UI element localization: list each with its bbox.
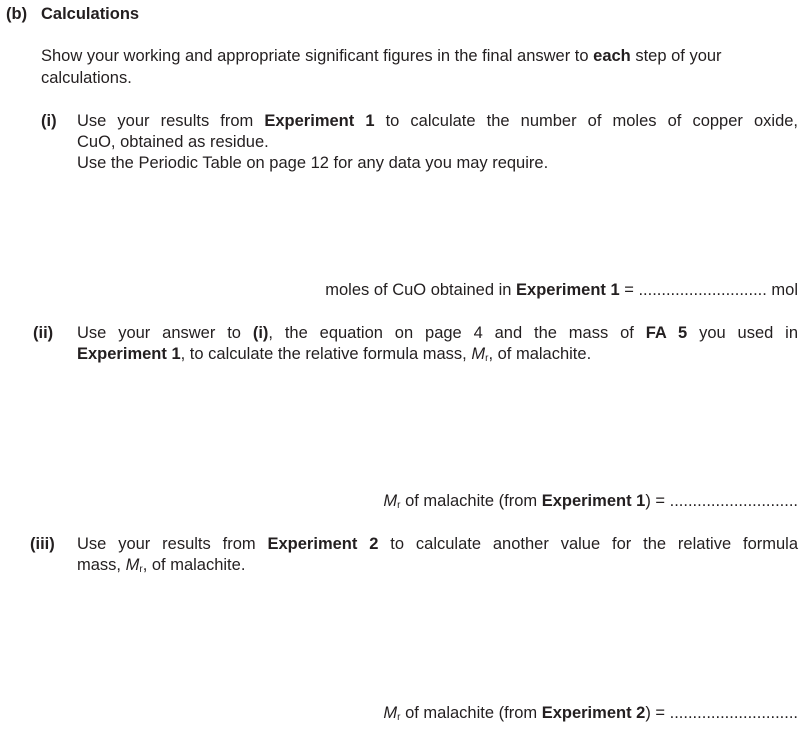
section-label: (b) bbox=[6, 5, 28, 23]
intro-line-1: Show your working and appropriate significant figures in the final answer to each step of your bbox=[41, 47, 722, 65]
intro-line-2: calculations. bbox=[41, 69, 132, 87]
question-i-line-2: CuO, obtained as residue. bbox=[77, 133, 269, 151]
answer-line-mr-exp2: $M_r$ of malachite (from Experiment 2) = ............................ bbox=[383, 704, 798, 723]
question-iii-line-2: mass, $M_r$, of malachite. bbox=[77, 556, 246, 575]
answer-line-moles-cuo: moles of CuO obtained in Experiment 1 = ............................ mol bbox=[325, 281, 798, 299]
question-ii-line-2: Experiment 1, to calculate the relative formula mass, $M_r$, of malachite. bbox=[77, 345, 592, 364]
answer-blank[interactable]: ............................ bbox=[669, 492, 798, 510]
question-i-line-3: Use the Periodic Table on page 12 for any data you may require. bbox=[77, 154, 549, 172]
question-i-number: (i) bbox=[41, 112, 57, 130]
answer-line-mr-exp1: $M_r$ of malachite (from Experiment 1) = ............................ bbox=[383, 492, 798, 511]
answer-blank[interactable]: ............................ bbox=[638, 281, 767, 299]
question-iii-line-1: Use your results from Experiment 2 to calculate another value for the relative formula bbox=[77, 535, 799, 553]
question-ii-line-1: Use your answer to (i), the equation on page 4 and the mass of FA 5 you used in bbox=[77, 324, 799, 342]
section-title: Calculations bbox=[41, 5, 140, 23]
answer-blank[interactable]: ............................ bbox=[669, 704, 798, 722]
question-i-line-1: Use your results from Experiment 1 to calculate the number of moles of copper oxide, bbox=[77, 112, 799, 130]
question-iii-number: (iii) bbox=[30, 535, 55, 553]
question-ii-number: (ii) bbox=[33, 324, 54, 342]
